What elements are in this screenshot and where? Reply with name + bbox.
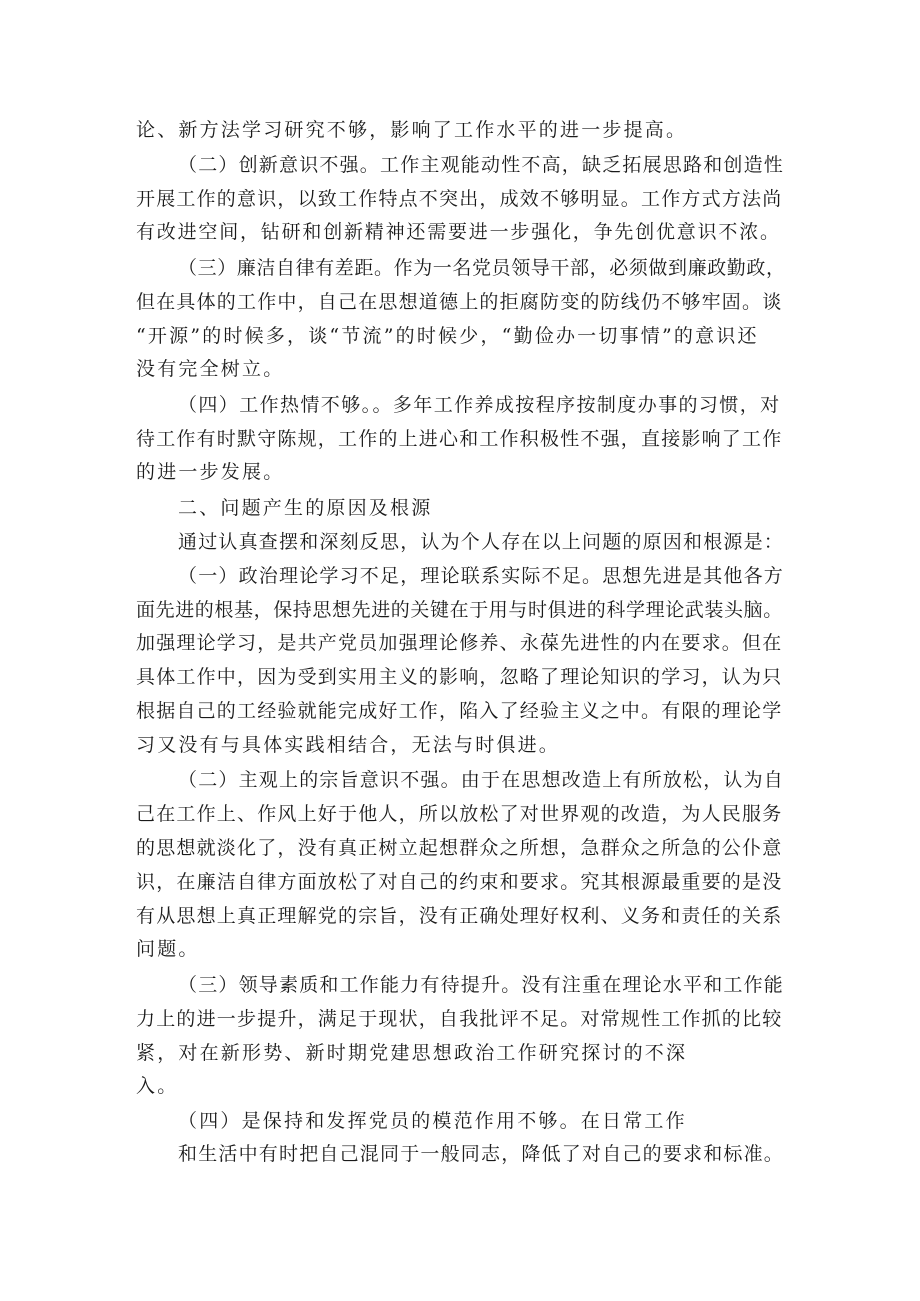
text-line: 入。 — [136, 1075, 179, 1097]
text-line: （四）是保持和发挥党员的模范作用不够。在日常工作 — [178, 1110, 687, 1132]
text-line: 通过认真查摆和深刻反思，认为个人存在以上问题的原因和根源是： — [178, 531, 785, 553]
text-line: （二）创新意识不强。工作主观能动性不高，缺乏拓展思路和创造性 — [178, 154, 785, 176]
text-line: 和生活中有时把自己混同于一般同志，降低了对自己的要求和标准。 — [178, 1143, 785, 1165]
text-line: 问题。 — [136, 938, 200, 960]
text-line: 论、新方法学习研究不够，影响了工作水平的进一步提高。 — [136, 119, 688, 141]
text-line: 加强理论学习，是共产党员加强理论修养、永葆先进性的内在要求。但在 — [136, 632, 783, 654]
text-line: 根据自己的工经验就能完成好工作，陷入了经验主义之中。有限的理论学 — [136, 700, 783, 722]
text-line: 力上的进一步提升，满足于现状，自我批评不足。对常规性工作抓的比较 — [136, 1008, 783, 1030]
text-line: 待工作有时默守陈规，工作的上进心和工作积极性不强，直接影响了工作 — [136, 428, 783, 450]
text-line: 有从思想上真正理解党的宗旨，没有正确处理好权利、义务和责任的关系 — [136, 905, 783, 927]
text-line: （二）主观上的宗旨意识不强。由于在思想改造上有所放松，认为自 — [178, 769, 785, 791]
text-line: （三）廉洁自律有差距。作为一名党员领导干部，必须做到廉政勤政， — [178, 257, 786, 279]
text-line: 面先进的根基，保持思想先进的关键在于用与时俱进的科学理论武装头脑。 — [136, 599, 783, 621]
text-line: “开源”的时候多，谈“节流”的时候少，“勤俭办一切事情”的意识还 — [136, 325, 759, 347]
text-line: （一）政治理论学习不足，理论联系实际不足。思想先进是其他各方 — [178, 565, 785, 587]
text-line: 的进一步发展。 — [136, 461, 285, 483]
text-line: 有改进空间，钻研和创新精神还需要进一步强化，争先创优意识不浓。 — [136, 221, 781, 243]
text-line: （三）领导素质和工作能力有待提升。没有注重在理论水平和工作能 — [178, 974, 785, 996]
text-line: 但在具体的工作中，自己在思想道德上的拒腐防变的防线仍不够牢固。谈 — [136, 291, 783, 313]
text-line: 识，在廉洁自律方面放松了对自己的约束和要求。究其根源最重要的是没 — [136, 871, 783, 893]
text-line: 具体工作中，因为受到实用主义的影响，忽略了理论知识的学习，认为只 — [136, 666, 783, 688]
text-line: （四）工作热情不够。。多年工作养成按程序按制度办事的习惯，对 — [178, 394, 781, 416]
text-line: 紧，对在新形势、新时期党建思想政治工作研究探讨的不深 — [136, 1042, 688, 1064]
text-line: 己在工作上、作风上好于他人，所以放松了对世界观的改造，为人民服务 — [136, 803, 783, 825]
text-line: 的思想就淡化了，没有真正树立起想群众之所想，急群众之所急的公仆意 — [136, 837, 783, 859]
section-heading: 二、问题产生的原因及根源 — [178, 497, 433, 519]
text-line: 没有完全树立。 — [136, 358, 285, 380]
text-line: 习又没有与具体实践相结合，无法与时俱进。 — [136, 734, 561, 756]
text-line: 开展工作的意识，以致工作特点不突出，成效不够明显。工作方式方法尚 — [136, 188, 783, 210]
